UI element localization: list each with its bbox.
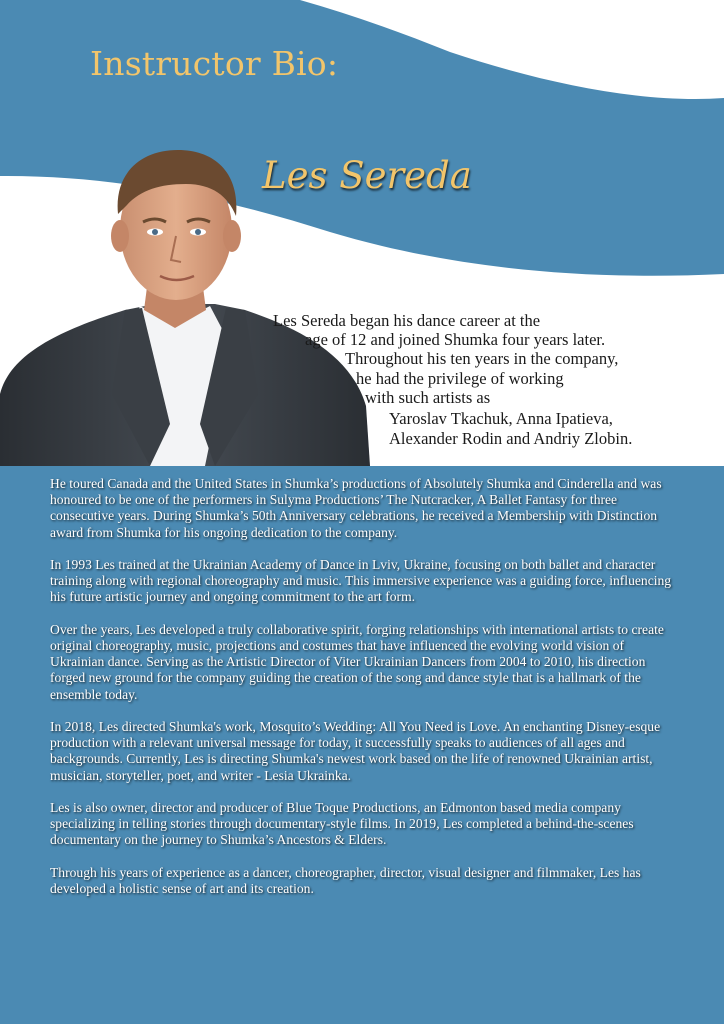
bio-paragraph: He toured Canada and the United States in Shumka’s productions of Absolutely Shumka and Cinderella and was honoured to be one of the performers in Sulyma Productions’ The Nutcracker, A Ballet Fantasy for three consecutive years. During Shumka’s 50th Anniversary celebrations, he received a Membership with Distinction award from Shumka for his ongoing dedication to the company.	[50, 476, 662, 540]
bio-paragraph: Over the years, Les developed a truly collaborative spirit, forging relationships with international artists to create original choreography, music, projections and costumes that have influenced the evolving world vision of Ukrainian dance. Serving as the Artistic Director of Viter Ukrainian Dancers from 2004 to 2010, his direction forged new ground for the company guiding the creation of the song and dance style that is a hallmark of the ensemble today.	[50, 621, 664, 702]
intro-line: with such artists as	[365, 388, 491, 407]
intro-line: age of 12 and joined Shumka four years later.	[305, 330, 606, 349]
intro-line: Yaroslav Tkachuk, Anna Ipatieva,	[389, 409, 613, 428]
bio-paragraph: Les is also owner, director and producer of Blue Toque Productions, an Edmonton based media company specializing in telling stories through documentary-style films. In 2019, Les completed a behind-the-scenes documentary on the journey to Shumka’s Ancestors & Elders.	[50, 800, 634, 848]
bio-paragraph: Through his years of experience as a dancer, choreographer, director, visual designer and filmmaker, Les has developed a holistic sense of art and its creation.	[50, 864, 641, 896]
page-title: Instructor Bio:	[90, 44, 339, 83]
bio-paragraph: In 1993 Les trained at the Ukrainian Academy of Dance in Lviv, Ukraine, focusing on both ballet and character training along with regional choreography and music. This immersive experience was a guiding force, influencing his future artistic journey and ongoing commitment to the art form.	[50, 557, 672, 605]
portrait-photo	[0, 144, 370, 466]
top-wave-shape	[300, 0, 724, 99]
bio-paragraph: In 2018, Les directed Shumka's work, Mosquito’s Wedding: All You Need is Love. An enchanting Disney-esque production with a relevant universal message for today, it successfully speaks to audiences of all ages and backgrounds. Currently, Les is directing Shumka's newest work based on the life of renowned Ukrainian artist, musician, storyteller, poet, and writer - Lesia Ukrainka.	[50, 719, 661, 783]
instructor-name: Les Sereda	[262, 154, 472, 197]
bio-body	[50, 476, 680, 913]
intro-line: Throughout his ten years in the company,	[345, 349, 619, 368]
intro-line: Alexander Rodin and Andriy Zlobin.	[389, 429, 633, 448]
intro-line: he had the privilege of working	[356, 369, 564, 388]
intro-line: Les Sereda began his dance career at the	[273, 311, 541, 330]
